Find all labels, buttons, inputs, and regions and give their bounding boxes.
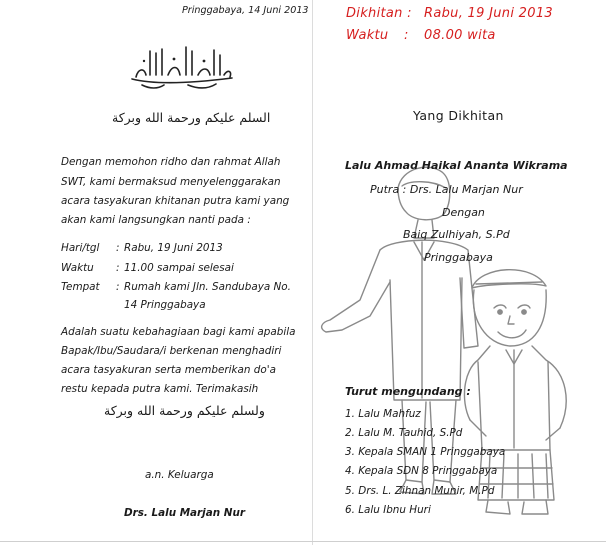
detail-sep-date: : bbox=[116, 242, 120, 254]
closing-line-3: acara tasyakuran serta memberikan do'a bbox=[61, 364, 276, 376]
dikhitan-label: Dikhitan : bbox=[346, 6, 412, 21]
waktu-sep: : bbox=[404, 28, 409, 43]
inviter-item-3: 3. Kepala SMAN 1 Pringgabaya bbox=[345, 446, 506, 458]
inviter-item-4: 4. Kepala SDN 8 Pringgabaya bbox=[345, 465, 498, 477]
inviter-item-6: 6. Lalu Ibnu Huri bbox=[345, 504, 431, 516]
honoree-heading: Yang Dikhitan bbox=[413, 108, 504, 123]
waktu-label: Waktu bbox=[346, 28, 389, 43]
detail-label-time: Waktu bbox=[61, 262, 94, 274]
detail-label-date: Hari/tgl bbox=[61, 242, 100, 254]
parent-line: Putra : Drs. Lalu Marjan Nur bbox=[370, 183, 523, 196]
sign-name: Drs. Lalu Marjan Nur bbox=[124, 507, 245, 519]
place-date: Pringgabaya, 14 Juni 2013 bbox=[182, 5, 309, 16]
intro-line-3: acara tasyakuran khitanan putra kami yang bbox=[61, 195, 290, 207]
inviters-title: Turut mengundang : bbox=[345, 385, 471, 398]
closing-line-4: restu kepada putra kami. Terimakasih bbox=[61, 383, 259, 395]
detail-value-place: Rumah kami Jln. Sandubaya No. bbox=[124, 281, 291, 293]
dengan-line: Dengan bbox=[442, 206, 485, 219]
inviter-item-2: 2. Lalu M. Tauhid, S.Pd bbox=[345, 427, 463, 439]
detail-value-date: Rabu, 19 Juni 2013 bbox=[124, 242, 223, 254]
inviter-item-1: 1. Lalu Mahfuz bbox=[345, 408, 421, 420]
town-name: Pringgabaya bbox=[424, 251, 493, 264]
detail-value-place-cont: 14 Pringgabaya bbox=[124, 299, 206, 311]
dikhitan-value: Rabu, 19 Juni 2013 bbox=[424, 6, 553, 21]
intro-line-4: akan kami langsungkan nanti pada : bbox=[61, 214, 251, 226]
closing-line-2: Bapak/Ibu/Saudara/i berkenan menghadiri bbox=[61, 345, 282, 357]
detail-sep-time: : bbox=[116, 262, 120, 274]
mother-name: Baiq Zulhiyah, S.Pd bbox=[403, 228, 510, 241]
child-name: Lalu Ahmad Haikal Ananta Wikrama bbox=[345, 159, 568, 172]
detail-sep-place: : bbox=[116, 281, 120, 293]
closing-line-1: Adalah suatu kebahagiaan bagi kami apabila bbox=[61, 326, 296, 338]
greeting-closing: ولسلم عليكم ورحمة الله وبركة bbox=[104, 403, 265, 418]
waktu-value: 08.00 wita bbox=[424, 28, 496, 43]
intro-line-2: SWT, kami bermaksud menyelenggarakan bbox=[61, 176, 281, 188]
greeting-opening: السلم عليكم ورحمة الله وبركة bbox=[112, 110, 271, 125]
inviter-item-5: 5. Drs. L. Zihnan Munir, M.Pd bbox=[345, 485, 495, 497]
detail-label-place: Tempat bbox=[61, 281, 100, 293]
bismillah-calligraphy bbox=[128, 41, 238, 91]
sign-prefix: a.n. Keluarga bbox=[145, 469, 214, 481]
detail-value-time: 11.00 sampai selesai bbox=[124, 262, 234, 274]
intro-line-1: Dengan memohon ridho dan rahmat Allah bbox=[61, 156, 281, 168]
